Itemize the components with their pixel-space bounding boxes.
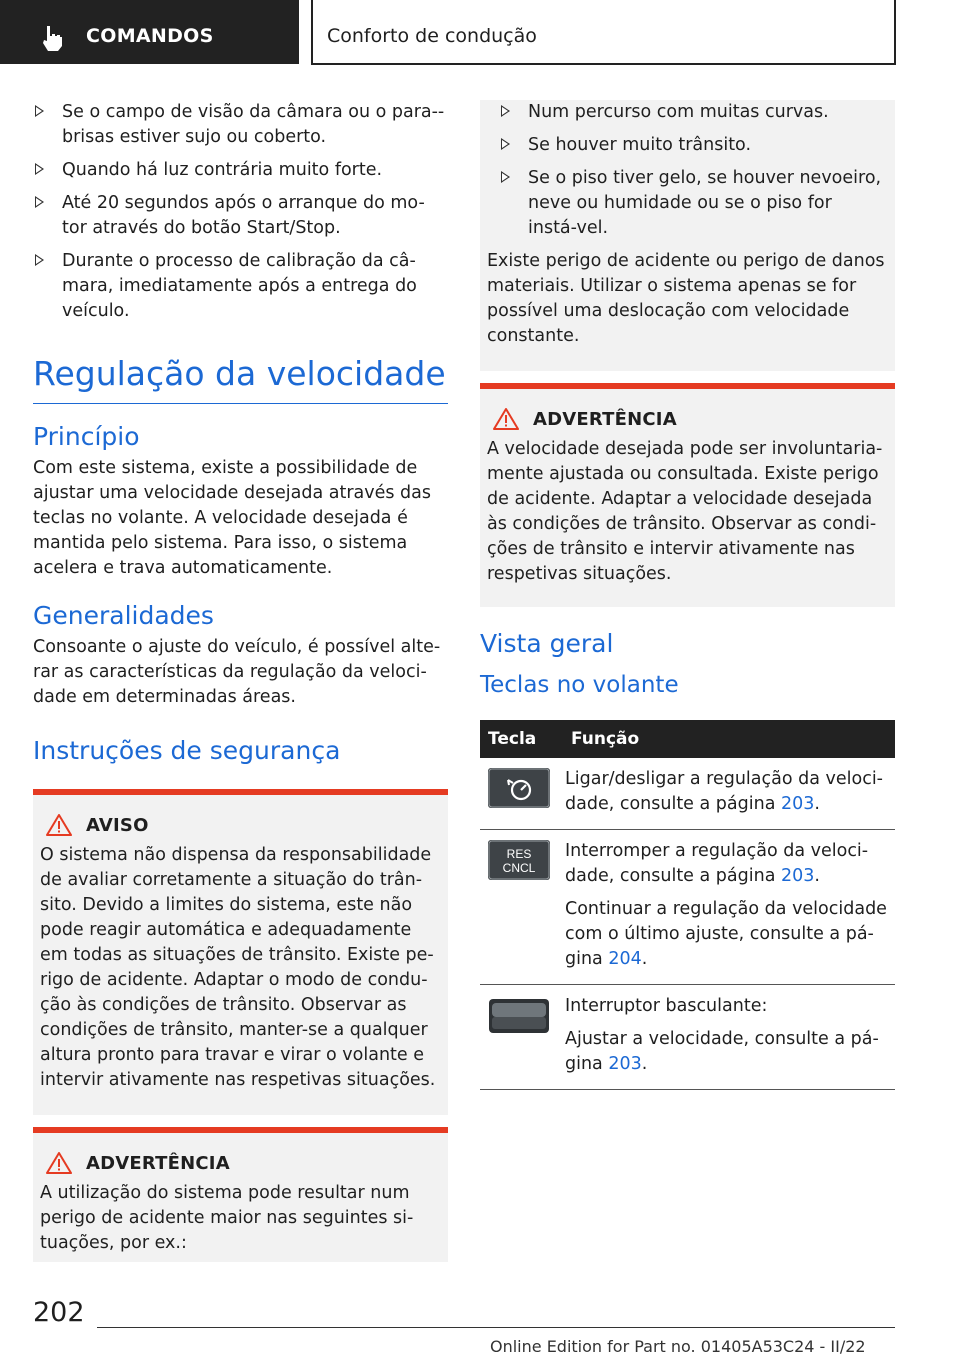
list-item: Se houver muito trânsito. [499, 133, 885, 158]
continued-text: Existe perigo de acidente ou perigo de danos materiais. Utilizar o sistema apenas se for possível uma deslocação com velocidade constante. [487, 251, 885, 346]
list-item: Até 20 segundos após o arranque do mo-tor através do botão Start/Stop. [33, 191, 448, 241]
advertencia-label: ADVERTÊNCIA [86, 1152, 230, 1174]
right-bullet-list [487, 100, 885, 241]
list-item: Quando há luz contrária muito forte. [33, 158, 448, 183]
warning-triangle-icon [493, 407, 519, 431]
aviso-label: AVISO [86, 814, 149, 836]
list-item: Num percurso com muitas curvas. [499, 100, 885, 125]
section-title: Regulação da velocidade [33, 354, 448, 404]
page-link[interactable]: 203 [780, 794, 815, 814]
row-desc: Interruptor basculante: [565, 996, 768, 1016]
rocker-switch-icon [488, 995, 550, 1035]
triangle-bullet-icon [35, 196, 44, 208]
list-item: Se o campo de visão da câmara ou o para--brisas estiver sujo ou coberto. [33, 100, 448, 150]
hand-pointer-icon [38, 24, 66, 52]
triangle-bullet-icon [35, 254, 44, 266]
row-desc: Ligar/desligar a regulação da veloci-dade, consulte a página 203. [565, 769, 883, 814]
page-link[interactable]: 204 [608, 949, 642, 969]
heading-teclas: Teclas no volante [480, 672, 679, 698]
left-column [33, 100, 448, 1262]
warning-triangle-icon [46, 1151, 72, 1175]
table-header-funcao: Função [563, 720, 895, 758]
heading-seguranca: Instruções de segurança [33, 736, 341, 765]
advertencia-continued-box [480, 100, 895, 371]
row-desc: Ajustar a velocidade, consulte a pá-gina 203. [565, 1029, 879, 1074]
svg-text:RES: RES [506, 847, 532, 861]
list-item: Se o piso tiver gelo, se houver nevoeiro, neve ou humidade ou se o piso for instá-vel. [499, 166, 885, 241]
advertencia-box-right [480, 383, 895, 607]
table-row [480, 830, 895, 985]
heading-vista-geral: Vista geral [480, 629, 614, 658]
triangle-bullet-icon [501, 138, 510, 150]
cruise-control-onoff-icon [488, 768, 550, 808]
row-desc: Continuar a regulação da velocidade com o último ajuste, consulte a pá-gina 204. [565, 899, 887, 969]
aviso-text: O sistema não dispensa da responsabilidade de avaliar corretamente a situação do trân-sito. Devido a limites do sistema, este não pode reagir automática e adequadamente em todas as situações de trânsito. Existe pe-rigo de acidente. Adaptar o modo de condu-ção às condições de trânsito. Observar as condições de trânsito, manter-se a qualquer altura pronto para travar e virar o volante e intervir ativamente nas respetivas situações. [40, 845, 436, 1090]
heading-generalidades: Generalidades [33, 601, 214, 630]
chapter-tab [311, 0, 896, 65]
advertencia-box [33, 1127, 448, 1262]
triangle-bullet-icon [501, 171, 510, 183]
principio-text: Com este sistema, existe a possibilidade de ajustar uma velocidade desejada através das teclas no volante. A velocidade desejada é mantida pelo sistema. Para isso, o sistema acelera e trava automaticamente. [33, 458, 432, 578]
list-item: Durante o processo de calibração da câ-mara, imediatamente após a entrega do veículo. [33, 249, 448, 324]
warning-triangle-icon [46, 813, 72, 837]
aviso-box [33, 789, 448, 1115]
page-link[interactable]: 203 [608, 1054, 642, 1074]
page-number: 202 [33, 1297, 85, 1328]
section-tab [0, 0, 299, 64]
keys-table [480, 720, 895, 1090]
footer-divider [97, 1327, 895, 1328]
row-desc: Interromper a regulação da veloci-dade, consulte a página 203. [565, 841, 869, 886]
table-row [480, 758, 895, 830]
right-column [480, 100, 895, 1090]
heading-principio: Princípio [33, 422, 140, 451]
footer-edition: Online Edition for Part no. 01405A53C24 - II/22 [490, 1337, 866, 1356]
res-cncl-icon [488, 840, 550, 880]
chapter-label: Conforto de condução [327, 25, 537, 47]
svg-text:CNCL: CNCL [502, 861, 536, 875]
triangle-bullet-icon [501, 105, 510, 117]
page-link[interactable]: 203 [780, 866, 815, 886]
advertencia-text: A utilização do sistema pode resultar num perigo de acidente maior nas seguintes si-tuações, por ex.: [40, 1183, 414, 1253]
triangle-bullet-icon [35, 105, 44, 117]
advertencia-label: ADVERTÊNCIA [533, 408, 677, 430]
advertencia-text: A velocidade desejada pode ser involuntaria-mente ajustada ou consultada. Existe perigo de acidente. Adaptar a velocidade desejada às condições de trânsito. Observar as condi-ções de trânsito e intervir ativamente nas respetivas situações. [487, 439, 883, 584]
triangle-bullet-icon [35, 163, 44, 175]
section-label: COMANDOS [86, 25, 214, 47]
table-header-tecla: Tecla [480, 720, 563, 758]
left-bullet-list [33, 100, 448, 324]
table-row [480, 985, 895, 1090]
generalidades-text: Consoante o ajuste do veículo, é possível alte-rar as características da regulação da veloci-dade em determinadas áreas. [33, 637, 441, 707]
